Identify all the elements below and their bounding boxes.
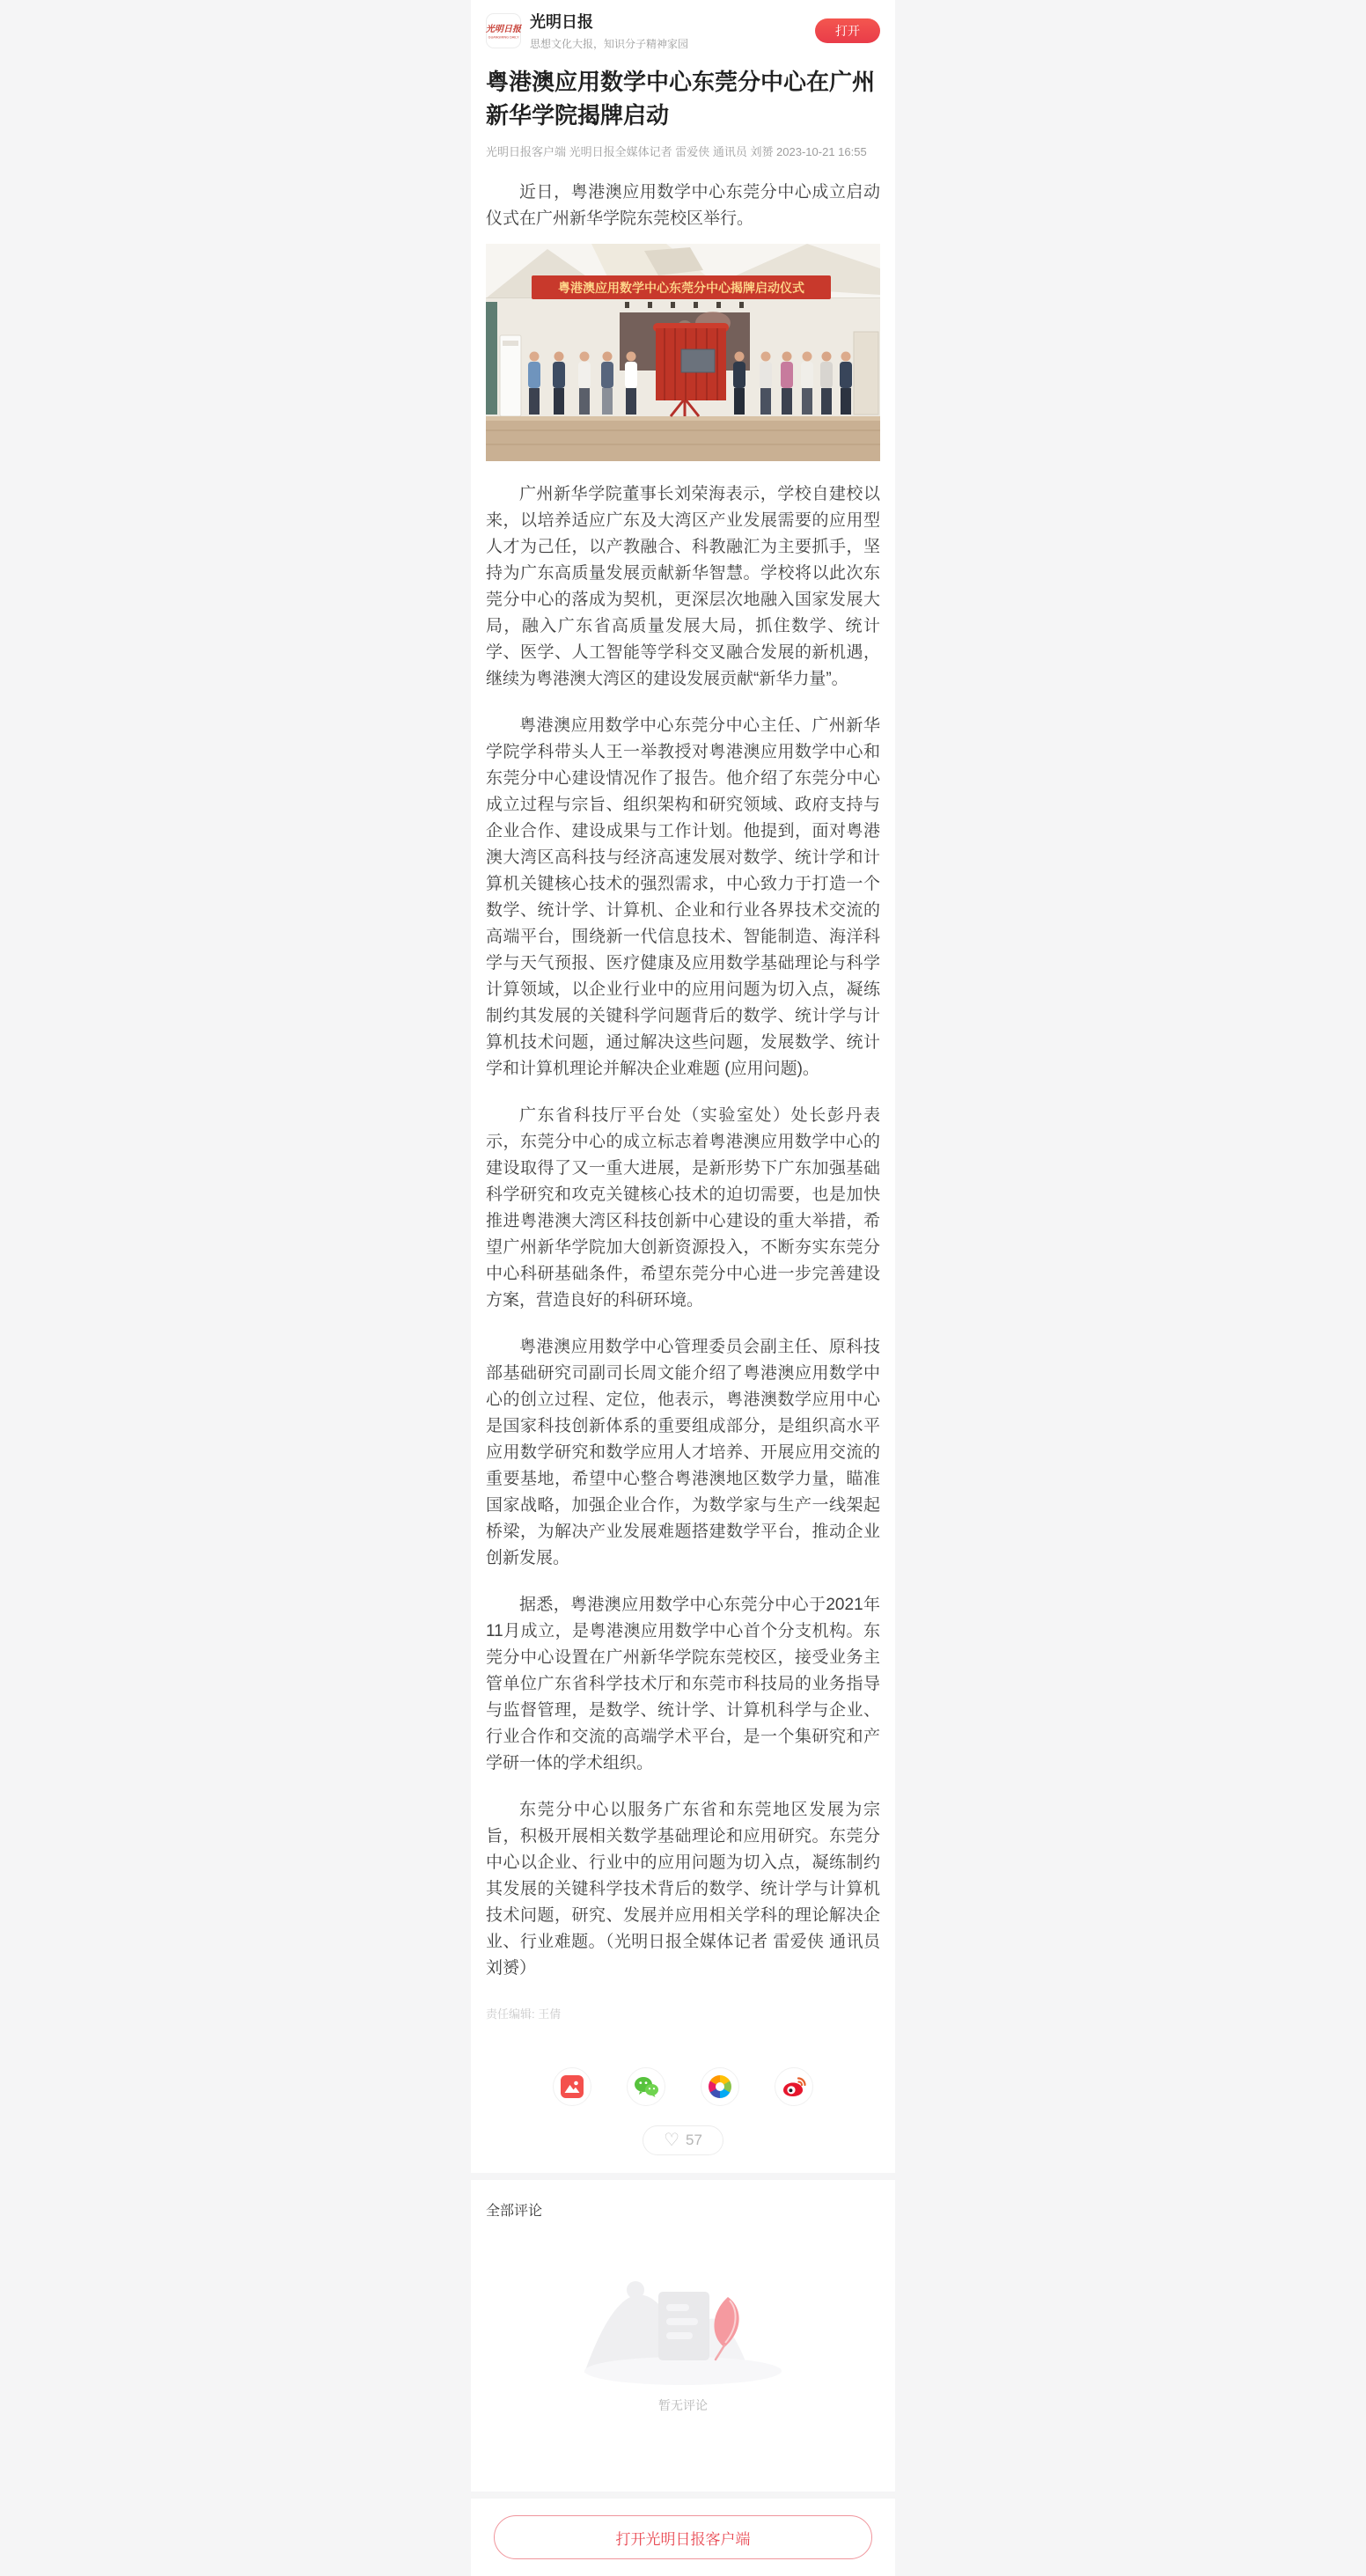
ceremony-photo-graphic [486,244,880,461]
like-area [486,2125,880,2155]
app-info [530,10,815,51]
article-paragraph: 据悉，粤港澳应用数学中心东莞分中心于2021年11月成立，是粤港澳应用数学中心首个分支机构。东莞分中心设置在广州新华学院东莞校区，接受业务主管单位广东省科学技术厅和东莞市科技局的业务指导与监督管理，是数学、统计学、计算机科学与企业、行业合作和交流的高端学术平台，是一个集研究和产学研一体的学术组织。 [486,1596,880,1772]
article-title: 粤港澳应用数学中心东莞分中心在广州新华学院揭牌启动 [486,69,876,128]
photo-banner-text: 粤港澳应用数学中心东莞分中心揭牌启动仪式 [558,281,804,295]
weibo-icon [781,2075,807,2098]
share-weibo-button[interactable] [775,2067,813,2106]
article-byline: 光明日报客户端 光明日报全媒体记者 雷爱侠 通讯员 刘赟 2023-10-21 16:55 [486,145,867,158]
app-slogan: 思想文化大报，知识分子精神家园 [530,38,689,50]
share-image-icon [561,2075,584,2098]
article-paragraph: 粤港澳应用数学中心东莞分中心主任、广州新华学院学科带头人王一举教授对粤港澳应用数学中心和东莞分中心建设情况作了报告。他介绍了东莞分中心成立过程与宗旨、组织架构和研究领域、政府支持与企业合作、建设成果与工作计划。他提到，面对粤港澳大湾区高科技与经济高速发展对数学、统计学和计算机关键核心技术的强烈需求，中心致力于打造一个数学、统计学、计算机、企业和行业各界技术交流的高端平台，围绕新一代信息技术、智能制造、海洋科学与天气预报、医疗健康及应用数学基础理论与科学计算领域，以企业行业中的应用问题为切入点，凝练制约其发展的关键科学问题背后的数学、统计学与计算机技术问题，通过解决这些问题，发展数学、统计学和计算机理论并解决企业难题 (应用问题)。 [486,716,880,1078]
like-button[interactable] [643,2125,723,2155]
no-comments-illustration [551,2239,815,2389]
logo-text: 光明日报 [486,24,521,34]
article-body [486,481,880,1982]
article-card [471,0,895,2173]
article-paragraph: 广东省科技厅平台处（实验室处）处长彭丹表示，东莞分中心的成立标志着粤港澳应用数学中心的建设取得了又一重大进展，是新形势下广东加强基础科学研究和攻克关键核心技术的迫切需要，也是加快推进粤港澳大湾区科技创新中心建设的重大举措，希望广州新华学院加大创新资源投入，不断夯实东莞分中心科研基础条件，希望东莞分中心进一步完善建设方案，营造良好的科研环境。 [486,1106,880,1310]
open-client-button[interactable]: 打开光明日报客户端 [494,2515,872,2559]
article-paragraph: 东莞分中心以服务广东省和东莞地区发展为宗旨，积极开展相关数学基础理论和应用研究。东莞分中心以企业、行业中的应用问题为切入点，凝练制约其发展的关键科学技术背后的数学、统计学与计算机技术问题，研究、发展并应用相关学科的理论解决企业、行业难题。（光明日报全媒体记者 雷爱侠 通讯员 刘赟） [486,1801,880,1978]
guangming-daily-logo-icon [486,13,521,48]
article-paragraph: 粤港澳应用数学中心管理委员会副主任、原科技部基础研究司副司长周文能介绍了粤港澳应用数学中心的创立过程、定位，他表示，粤港澳数学应用中心是国家科技创新体系的重要组成部分，是组织高水平应用数学研究和数学应用人才培养、开展应用交流的重要基地，希望中心整合粤港澳地区数学力量，瞄准国家战略，加强企业合作，为数学家与生产一线架起桥梁，为解决产业发展难题搭建数学平台，推动企业创新发展。 [486,1338,880,1567]
share-moments-button[interactable] [701,2067,739,2106]
share-wechat-button[interactable] [627,2067,665,2106]
lead-paragraph: 近日，粤港澳应用数学中心东莞分中心成立启动仪式在广州新华学院东莞校区举行。 [486,183,880,228]
app-name: 光明日报 [530,13,593,31]
footer-bar [471,2499,895,2576]
logo-subtext: GUANGMING DAILY [488,35,519,40]
app-header [486,0,880,51]
comments-section [471,2180,895,2492]
open-app-button[interactable]: 打开 [815,18,880,43]
wechat-moments-icon [709,2075,731,2098]
article-paragraph: 广州新华学院董事长刘荣海表示，学校自建校以来，以培养适应广东及大湾区产业发展需要的应用型人才为己任，以产教融合、科教融汇为主要抓手，坚持为广东高质量发展贡献新华智慧。学校将以此次东莞分中心的落成为契机，更深层次地融入国家发展大局，融入广东省高质量发展大局，抓住数学、统计学、医学、人工智能等学科交叉融合发展的新机遇，继续为粤港澳大湾区的建设发展贡献“新华力量”。 [486,485,880,688]
wechat-icon [633,2075,659,2098]
share-image-button[interactable] [553,2067,591,2106]
comments-title: 全部评论 [486,2204,543,2219]
like-count: 57 [686,2132,702,2148]
share-row [486,2067,880,2106]
heart-icon: ♡ [664,2131,679,2150]
article-photo[interactable] [486,244,880,461]
editor-line: 责任编辑: 王倩 [486,2007,562,2021]
empty-comments-text: 暂无评论 [658,2398,708,2412]
empty-comments [486,2239,880,2414]
